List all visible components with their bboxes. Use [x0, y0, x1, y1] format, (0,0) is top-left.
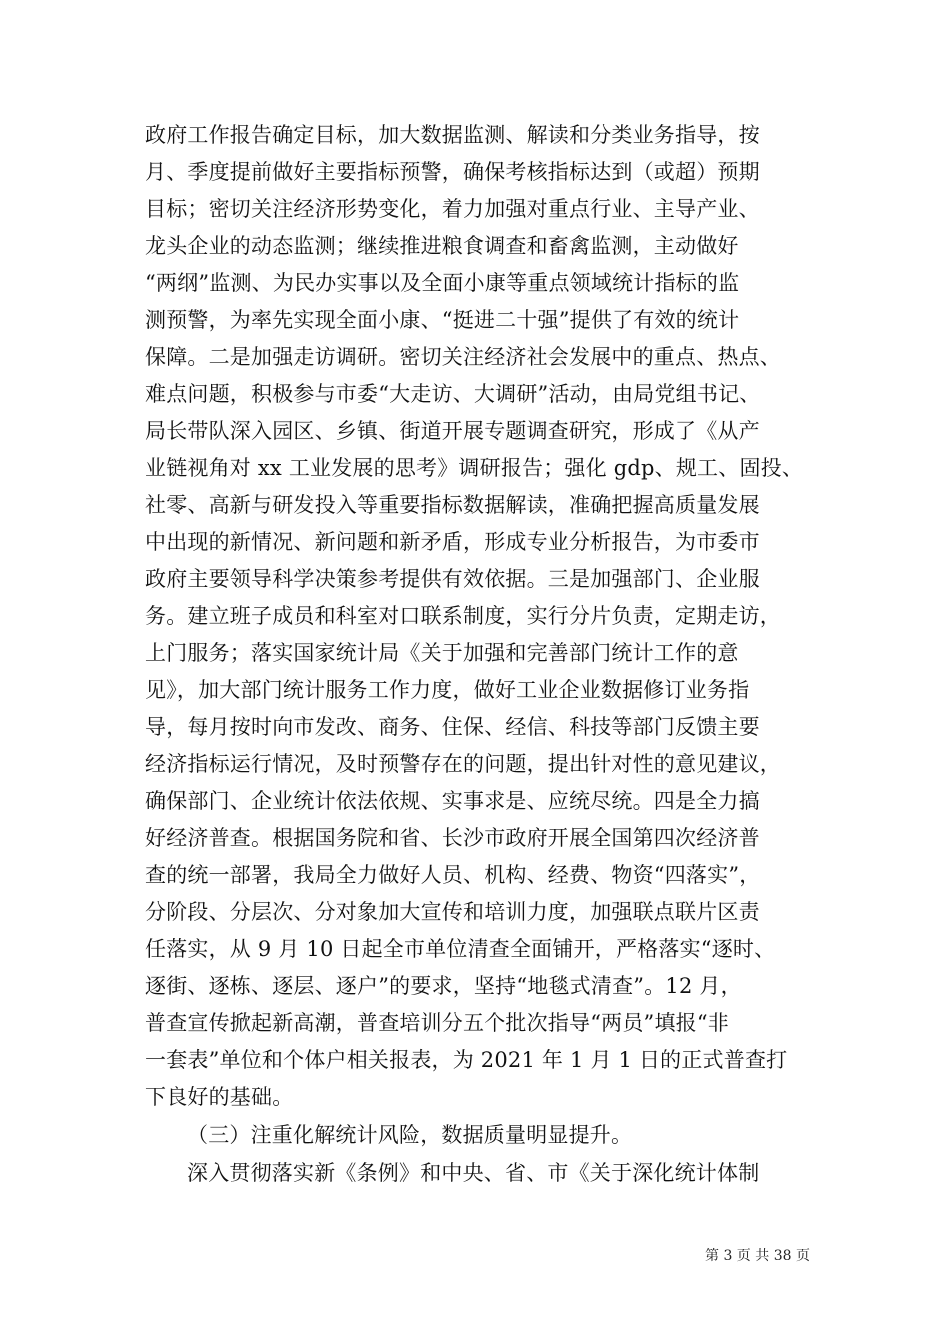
body-text-line: 保障。二是加强走访调研。密切关注经济社会发展中的重点、热点、	[145, 345, 781, 369]
body-text-line: 务。建立班子成员和科室对口联系制度，实行分片负责，定期走访，	[145, 604, 781, 628]
body-text-line: 普查宣传掀起新高潮，普查培训分五个批次指导“两员”填报“非	[145, 1011, 730, 1035]
body-text-line: 下良好的基础。	[145, 1085, 294, 1109]
section-heading: （三）注重化解统计风险，数据质量明显提升。	[187, 1123, 633, 1147]
body-text-line: 任落实，从 9 月 10 日起全市单位清查全面铺开，严格落实“逐时、	[145, 937, 776, 961]
body-text-line: 经济指标运行情况，及时预警存在的问题，提出针对性的意见建议，	[145, 752, 781, 776]
body-text-line: 局长带队深入园区、乡镇、街道开展专题调查研究，形成了《从产	[145, 419, 760, 443]
body-text-line: 月、季度提前做好主要指标预警，确保考核指标达到（或超）预期	[145, 160, 760, 184]
body-text-line: 逐街、逐栋、逐层、逐户”的要求，坚持“地毯式清查”。12 月，	[145, 974, 742, 998]
body-text-line: 查的统一部署，我局全力做好人员、机构、经费、物资“四落实”，	[145, 863, 761, 887]
body-text-line: 社零、高新与研发投入等重要指标数据解读，准确把握高质量发展	[145, 493, 760, 517]
body-text-line: 难点问题，积极参与市委“大走访、大调研”活动，由局党组书记、	[145, 382, 761, 406]
body-text-line: 政府工作报告确定目标，加大数据监测、解读和分类业务指导，按	[145, 123, 760, 147]
body-text-line: “两纲”监测、为民办实事以及全面小康等重点领域统计指标的监	[145, 271, 740, 295]
body-text-line: 上门服务；落实国家统计局《关于加强和完善部门统计工作的意	[145, 641, 739, 665]
body-text-line: 确保部门、企业统计依法依规、实事求是、应统尽统。四是全力搞	[145, 789, 760, 813]
body-text-line: 目标；密切关注经济形势变化，着力加强对重点行业、主导产业、	[145, 197, 760, 221]
body-text-line: 一套表”单位和个体户相关报表，为 2021 年 1 月 1 日的正式普查打	[145, 1048, 788, 1072]
body-text-line: 龙头企业的动态监测；继续推进粮食调查和畜禽监测，主动做好	[145, 234, 739, 258]
body-text-line: 深入贯彻落实新《条例》和中央、省、市《关于深化统计体制	[187, 1161, 760, 1185]
body-text-line: 见》，加大部门统计服务工作力度，做好工业企业数据修订业务指	[145, 678, 750, 702]
body-text-line: 测预警，为率先实现全面小康、“挺进二十强”提供了有效的统计	[145, 308, 740, 332]
body-text-line: 中出现的新情况、新问题和新矛盾，形成专业分析报告，为市委市	[145, 530, 760, 554]
body-text-line: 分阶段、分层次、分对象加大宣传和培训力度，加强联点联片区责	[145, 900, 760, 924]
page-number-footer: 第 3 页 共 38 页	[705, 1248, 810, 1264]
body-text-line: 业链视角对 xx 工业发展的思考》调研报告；强化 gdp、规工、固投、	[145, 456, 804, 480]
body-text-line: 导，每月按时向市发改、商务、住保、经信、科技等部门反馈主要	[145, 715, 760, 739]
body-text-line: 政府主要领导科学决策参考提供有效依据。三是加强部门、企业服	[145, 567, 760, 591]
body-text-line: 好经济普查。根据国务院和省、长沙市政府开展全国第四次经济普	[145, 826, 760, 850]
